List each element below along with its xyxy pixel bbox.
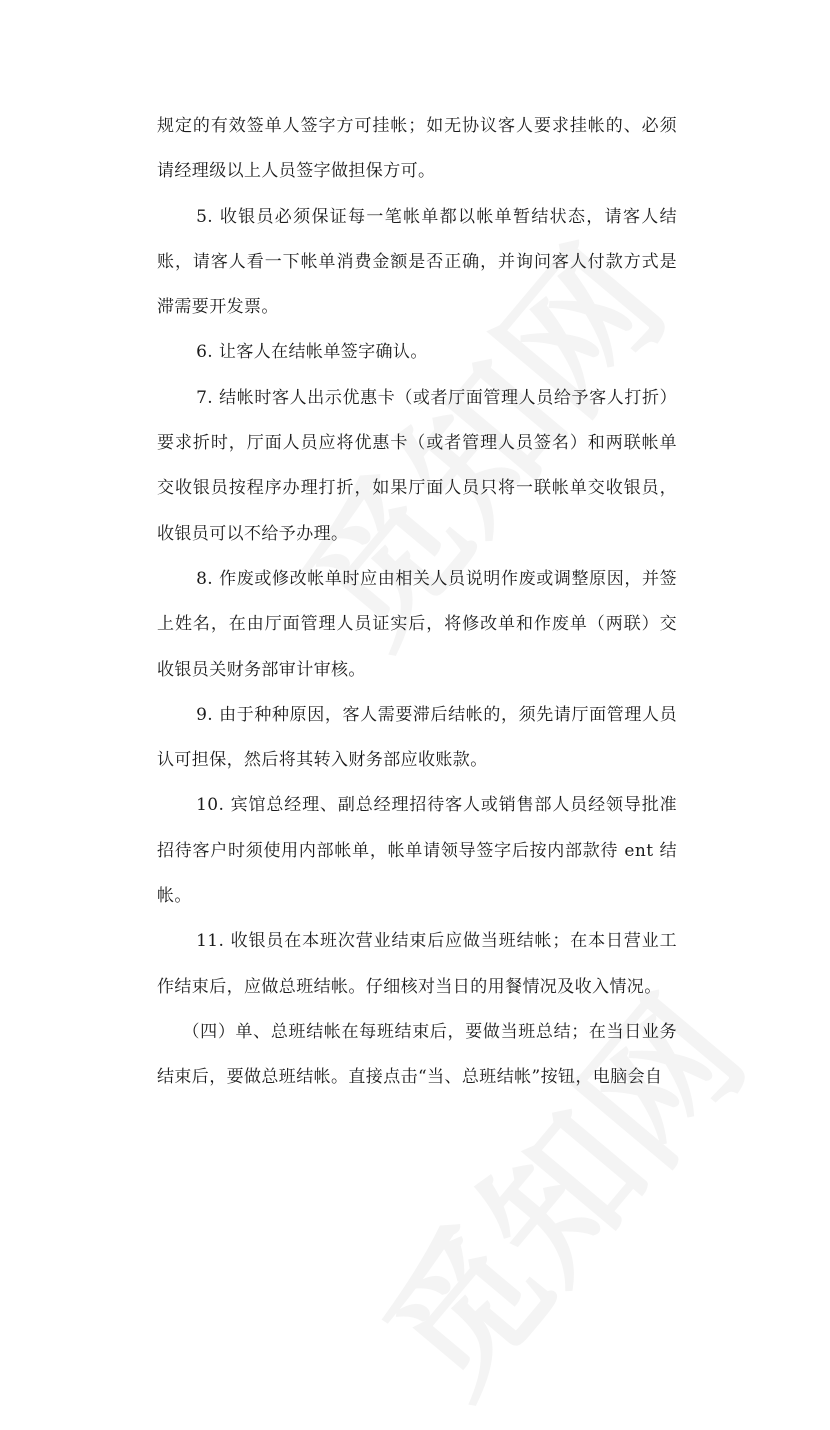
document-body: [157, 104, 677, 1101]
paragraph-item-5: 5. 收银员必须保证每一笔帐单都以帐单暂结状态，请客人结账，请客人看一下帐单消费金额是否正确，并询问客人付款方式是滞需要开发票。: [157, 206, 677, 318]
paragraph-item-10: 10. 宾馆总经理、副总经理招待客人或销售部人员经领导批准招待客户时须使用内部帐单，帐单请领导签字后按内部款待 ent 结帐。: [157, 795, 677, 907]
paragraph-item-6: 6. 让客人在结帐单签字确认。: [196, 342, 428, 363]
paragraph-item-7: 7. 结帐时客人出示优惠卡（或者厅面管理人员给予客人打折）要求折时，厅面人员应将优惠卡（或者管理人员签名）和两联帐单交收银员按程序办理打折，如果厅面人员只将一联帐单交收银员，收银员可以不给予办理。: [157, 387, 677, 544]
paragraph-item-11: 11. 收银员在本班次营业结束后应做当班结帐；在本日营业工作结束后，应做总班结帐。仔细核对当日的用餐情况及收入情况。: [157, 931, 677, 997]
paragraph-section-4: （四）单、总班结帐在每班结束后，要做当班总结；在当日业务结束后，要做总班结帐。直接点击“当、总班结帐”按钮，电脑会自: [157, 1021, 677, 1088]
paragraph-continued: 规定的有效签单人签字方可挂帐；如无协议客人要求挂帐的、必须请经理级以上人员签字做担保方可。: [157, 116, 677, 182]
paragraph-item-9: 9. 由于种种原因，客人需要滞后结帐的，须先请厅面管理人员认可担保，然后将其转入财务部应收账款。: [157, 704, 677, 771]
paragraph-item-8: 8. 作废或修改帐单时应由相关人员说明作废或调整原因，并签上姓名，在由厅面管理人员证实后，将修改单和作废单（两联）交收银员关财务部审计审核。: [157, 568, 677, 680]
